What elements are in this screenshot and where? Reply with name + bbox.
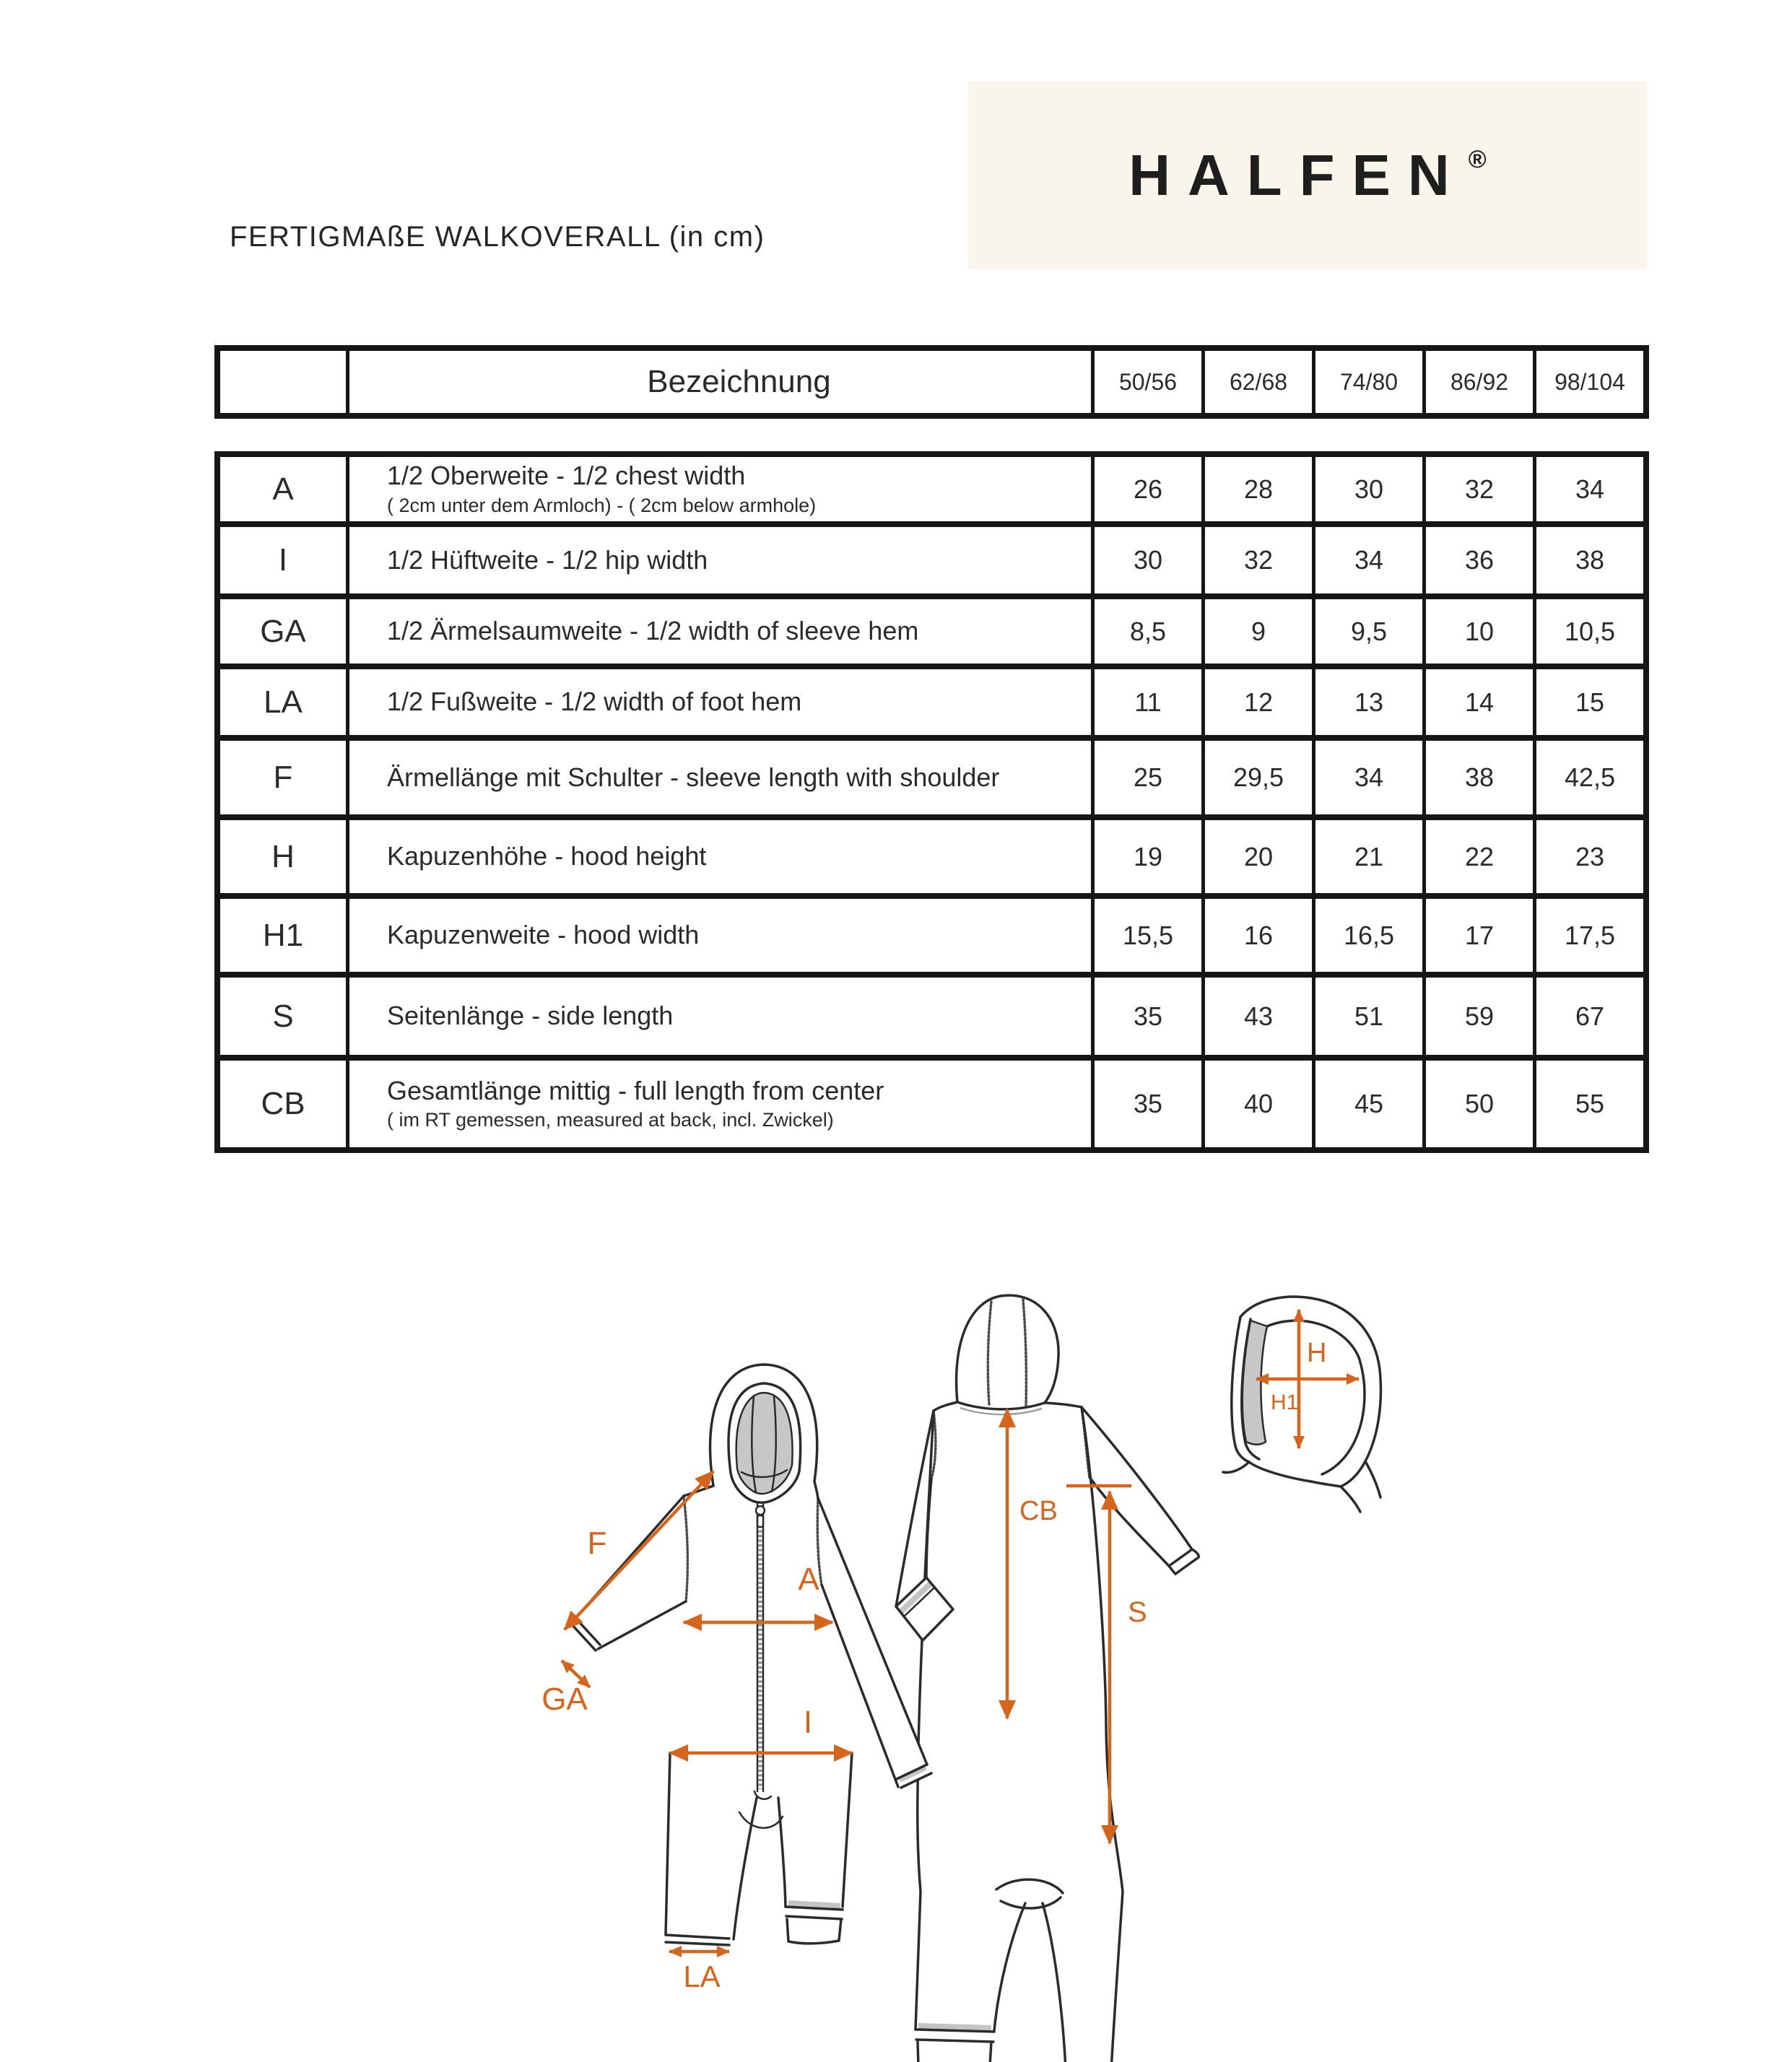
row-code: H xyxy=(271,838,295,874)
row-value: 25 xyxy=(1091,741,1201,814)
row-value: 32 xyxy=(1422,457,1533,521)
row-value: 23 xyxy=(1533,820,1643,893)
row-value: 36 xyxy=(1422,527,1533,593)
row-value: 38 xyxy=(1422,741,1533,814)
hood-detail-figure xyxy=(1223,1297,1380,1512)
table-row xyxy=(220,457,1643,527)
row-description: Seitenlänge - side length xyxy=(346,978,1091,1055)
row-value: 35 xyxy=(1091,978,1201,1055)
size-table-body xyxy=(214,451,1649,1153)
row-value: 28 xyxy=(1201,457,1312,521)
row-value: 13 xyxy=(1312,669,1422,735)
row-value: 43 xyxy=(1201,978,1312,1055)
row-code: F xyxy=(273,760,293,795)
row-value: 29,5 xyxy=(1201,741,1312,814)
row-description: 1/2 Oberweite - 1/2 chest width ( 2cm unter dem Armloch) - ( 2cm below armhole) xyxy=(346,457,1091,521)
row-value: 38 xyxy=(1533,527,1643,593)
header-size: 98/104 xyxy=(1533,351,1643,413)
diagram-label-h1: H1 xyxy=(1271,1391,1299,1414)
row-code: A xyxy=(272,471,294,507)
diagram-label-la: LA xyxy=(683,1959,721,1993)
table-row xyxy=(220,527,1643,599)
row-value: 55 xyxy=(1533,1061,1643,1147)
back-view-figure xyxy=(896,1295,1199,2062)
row-value: 16 xyxy=(1201,899,1312,972)
row-value: 16,5 xyxy=(1312,899,1422,972)
row-value: 17 xyxy=(1422,899,1533,972)
row-description: Kapuzenweite - hood width xyxy=(346,899,1091,972)
row-description: Kapuzenhöhe - hood height xyxy=(346,820,1091,893)
row-value: 14 xyxy=(1422,669,1533,735)
row-value: 20 xyxy=(1201,820,1312,893)
row-code: GA xyxy=(260,613,306,649)
header-empty-cell xyxy=(220,351,346,413)
row-description: Gesamtlänge mittig - full length from center ( im RT gemessen, measured at back, incl. Zwickel) xyxy=(346,1061,1091,1147)
row-value: 34 xyxy=(1312,741,1422,814)
row-code: CB xyxy=(261,1086,305,1121)
header-size: 74/80 xyxy=(1312,351,1422,413)
table-row xyxy=(220,741,1643,820)
row-value: 40 xyxy=(1201,1061,1312,1147)
diagram-label-h: H xyxy=(1307,1338,1327,1368)
row-value: 50 xyxy=(1422,1061,1533,1147)
table-row xyxy=(220,669,1643,741)
row-value: 17,5 xyxy=(1533,899,1643,972)
diagram-label-cb: CB xyxy=(1019,1496,1058,1526)
row-value: 10,5 xyxy=(1533,599,1643,664)
row-value: 15,5 xyxy=(1091,899,1201,972)
row-value: 51 xyxy=(1312,978,1422,1055)
row-value: 30 xyxy=(1312,457,1422,521)
row-description: 1/2 Hüftweite - 1/2 hip width xyxy=(346,527,1091,593)
row-value: 42,5 xyxy=(1533,741,1643,814)
row-value: 59 xyxy=(1422,978,1533,1055)
diagram-label-a: A xyxy=(798,1562,819,1597)
table-row xyxy=(220,899,1643,978)
row-code: S xyxy=(272,998,294,1034)
row-code: H1 xyxy=(262,917,304,953)
row-value: 34 xyxy=(1533,457,1643,521)
row-value: 8,5 xyxy=(1091,599,1201,664)
table-row xyxy=(220,978,1643,1061)
row-value: 15 xyxy=(1533,669,1643,735)
row-value: 26 xyxy=(1091,457,1201,521)
row-value: 12 xyxy=(1201,669,1312,735)
header-size: 62/68 xyxy=(1201,351,1312,413)
row-value: 10 xyxy=(1422,599,1533,664)
row-value: 67 xyxy=(1533,978,1643,1055)
row-code: LA xyxy=(264,684,303,720)
row-value: 45 xyxy=(1312,1061,1422,1147)
row-value: 21 xyxy=(1312,820,1422,893)
row-code: I xyxy=(278,542,288,578)
row-value: 19 xyxy=(1091,820,1201,893)
diagram-label-ga: GA xyxy=(541,1682,588,1717)
size-table-header xyxy=(214,345,1649,419)
front-view-figure xyxy=(571,1365,933,1945)
brand-name: HALFEN xyxy=(1128,142,1467,207)
row-value: 9 xyxy=(1201,599,1312,664)
header-size: 50/56 xyxy=(1091,351,1201,413)
diagram-label-s: S xyxy=(1128,1596,1147,1628)
header-description: Bezeichnung xyxy=(346,351,1091,413)
row-value: 34 xyxy=(1312,527,1422,593)
row-value: 11 xyxy=(1091,669,1201,735)
diagram-label-f: F xyxy=(587,1526,607,1561)
row-value: 32 xyxy=(1201,527,1312,593)
row-description: 1/2 Fußweite - 1/2 width of foot hem xyxy=(346,669,1091,735)
table-row xyxy=(220,820,1643,899)
row-value: 30 xyxy=(1091,527,1201,593)
diagram-label-i: I xyxy=(803,1705,813,1740)
table-row xyxy=(220,599,1643,669)
brand-logo xyxy=(968,82,1647,269)
row-description: Ärmellänge mit Schulter - sleeve length with shoulder xyxy=(346,741,1091,814)
row-value: 35 xyxy=(1091,1061,1201,1147)
row-description: 1/2 Ärmelsaumweite - 1/2 width of sleeve hem xyxy=(346,599,1091,664)
registered-mark: ® xyxy=(1468,145,1487,173)
row-value: 22 xyxy=(1422,820,1533,893)
header-size: 86/92 xyxy=(1422,351,1533,413)
measurement-diagram xyxy=(448,1256,1531,2062)
diagram-labels xyxy=(541,1338,1326,1993)
row-value: 9,5 xyxy=(1312,599,1422,664)
table-row xyxy=(220,1061,1643,1147)
page-title: FERTIGMAßE WALKOVERALL (in cm) xyxy=(230,221,765,253)
